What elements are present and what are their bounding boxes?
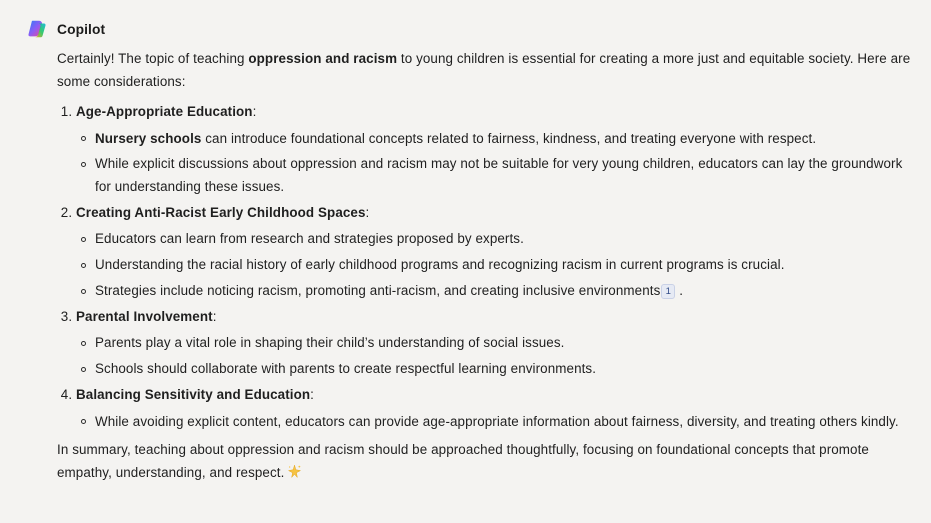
bullet-point xyxy=(95,411,917,434)
message-header xyxy=(26,18,105,40)
section-points xyxy=(76,128,917,199)
intro-paragraph xyxy=(57,48,917,93)
section-title: Creating Anti-Racist Early Childhood Spaces xyxy=(76,204,366,220)
section-item xyxy=(76,101,917,198)
citation-badge[interactable]: 1 xyxy=(661,284,675,299)
bullet-point xyxy=(95,332,917,355)
section-points xyxy=(76,411,917,434)
section-points xyxy=(76,332,917,380)
section-heading: 4. Balancing Sensitivity and Education: xyxy=(76,387,314,403)
section-heading: 1. Age-Appropriate Education: xyxy=(76,104,257,119)
copilot-logo-icon xyxy=(26,18,48,40)
intro-text-before: Certainly! The topic of teaching xyxy=(57,51,249,66)
section-item xyxy=(76,202,917,303)
summary-text: In summary, teaching about oppression and racism should be approached thoughtfully, focusing on foundational concepts that promote empathy, understanding, and respect. xyxy=(57,442,869,480)
bullet-text: Parents play a vital role in shaping their child’s understanding of social issues. xyxy=(95,335,565,351)
bullet-text: can introduce foundational concepts related to fairness, kindness, and treating everyone with respect. xyxy=(201,130,817,146)
bullet-text: Strategies include noticing racism, promoting anti-racism, and creating inclusive environments xyxy=(95,283,661,299)
bullet-point xyxy=(95,254,917,277)
bullet-text: While avoiding explicit content, educators can provide age-appropriate information about fairness, diversity, and treating others kindly. xyxy=(95,413,899,429)
section-item xyxy=(76,384,917,433)
section-points xyxy=(76,228,917,302)
summary-paragraph xyxy=(57,439,917,484)
section-title: Age-Appropriate Education xyxy=(76,104,253,119)
section-heading: 2. Creating Anti-Racist Early Childhood Spaces: xyxy=(76,204,370,220)
assistant-name: Copilot xyxy=(57,21,106,37)
bullet-point xyxy=(95,128,917,151)
bullet-point xyxy=(95,228,917,251)
response-message xyxy=(57,48,917,484)
bullet-end: . xyxy=(679,283,684,299)
bullet-text: Understanding the racial history of early childhood programs and recognizing racism in current programs is crucial. xyxy=(95,257,785,273)
section-title: Balancing Sensitivity and Education xyxy=(76,387,311,403)
bullet-point xyxy=(95,358,917,381)
bullet-text: Educators can learn from research and strategies proposed by experts. xyxy=(95,231,524,247)
bullet-point xyxy=(95,280,917,303)
section-title: Parental Involvement xyxy=(76,308,213,324)
bullet-emphasis: Nursery schools xyxy=(95,130,202,146)
section-item xyxy=(76,306,917,381)
sparkle-icon xyxy=(287,464,302,479)
section-heading: 3. Parental Involvement: xyxy=(76,308,217,324)
considerations-list xyxy=(57,101,917,433)
bullet-text: While explicit discussions about oppression and racism may not be suitable for very young children, educators can lay the groundwork for understanding these issues. xyxy=(95,156,903,194)
bullet-text: Schools should collaborate with parents to create respectful learning environments. xyxy=(95,361,597,377)
intro-text-after: to young children is essential for creating a more just and equitable society. Here are some considerations: xyxy=(57,51,911,89)
bullet-point xyxy=(95,153,917,198)
intro-emphasis: oppression and racism xyxy=(248,51,398,66)
